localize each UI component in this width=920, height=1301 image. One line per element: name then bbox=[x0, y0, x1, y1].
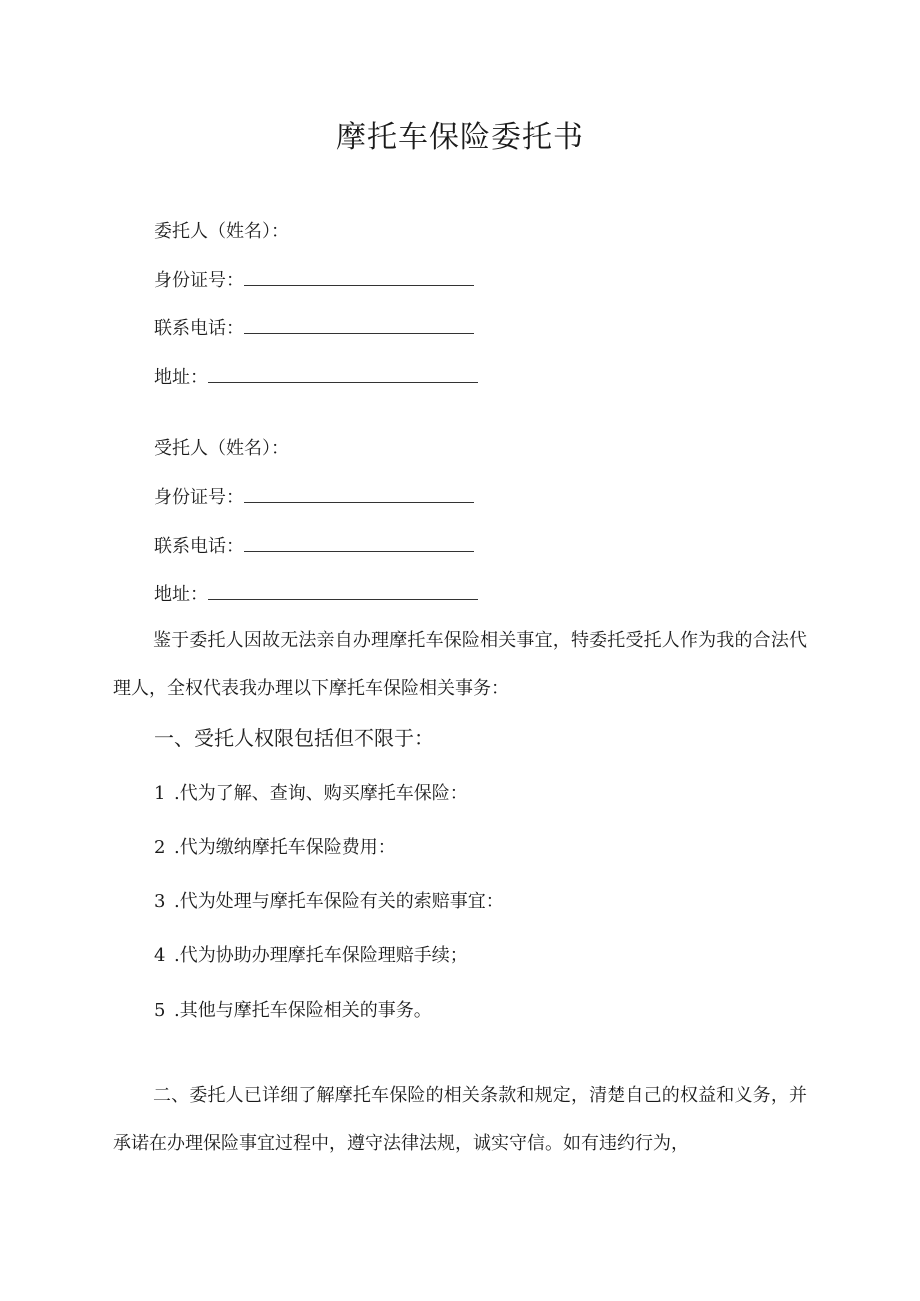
principal-phone-field bbox=[154, 315, 474, 342]
list-item bbox=[154, 781, 468, 807]
list-item bbox=[154, 889, 504, 915]
section2-paragraph: 二、委托人已详细了解摩托车保险的相关条款和规定，清楚自己的权益和义务，并承诺在办理保险事宜过程中，遵守法律法规，诚实守信。如有违约行为， bbox=[113, 1085, 807, 1154]
principal-id-label: 身份证号： bbox=[154, 270, 244, 291]
document-title: 摩托车保险委托书 bbox=[336, 120, 584, 155]
list-item-text: .代为缴纳摩托车保险费用： bbox=[174, 837, 396, 858]
principal-address-label: 地址： bbox=[154, 367, 208, 388]
principal-address-blank bbox=[208, 364, 478, 383]
list-item bbox=[154, 835, 396, 861]
agent-phone-field bbox=[154, 533, 474, 560]
principal-id-blank bbox=[244, 267, 474, 286]
list-item-text: .代为协助办理摩托车保险理赔手续； bbox=[174, 945, 468, 966]
list-item-text: .其他与摩托车保险相关的事务。 bbox=[174, 1000, 432, 1021]
list-item bbox=[154, 998, 432, 1024]
agent-address-label: 地址： bbox=[154, 584, 208, 605]
intro-paragraph: 鉴于委托人因故无法亲自办理摩托车保险相关事宜，特委托受托人作为我的合法代理人，全权代表我办理以下摩托车保险相关事务： bbox=[113, 630, 807, 699]
list-item bbox=[154, 943, 468, 969]
principal-id-field bbox=[154, 267, 474, 294]
agent-phone-label: 联系电话： bbox=[154, 536, 244, 557]
agent-phone-blank bbox=[244, 533, 474, 552]
agent-id-label: 身份证号： bbox=[154, 487, 244, 508]
principal-phone-label: 联系电话： bbox=[154, 318, 244, 339]
list-item-number: 3 bbox=[154, 891, 166, 912]
list-item-number: 4 bbox=[154, 945, 166, 966]
agent-id-blank bbox=[244, 484, 474, 503]
agent-address-field bbox=[154, 581, 478, 608]
agent-id-field bbox=[154, 484, 474, 511]
list-item-text: .代为处理与摩托车保险有关的索赔事宜： bbox=[174, 891, 504, 912]
agent-name-label: 受托人（姓名）： bbox=[154, 438, 289, 459]
section1-heading: 一、受托人权限包括但不限于： bbox=[154, 726, 434, 750]
list-item-text: .代为了解、查询、购买摩托车保险： bbox=[174, 783, 468, 804]
list-item-number: 1 bbox=[154, 783, 166, 804]
agent-address-blank bbox=[208, 581, 478, 600]
list-item-number: 2 bbox=[154, 837, 166, 858]
list-item-number: 5 bbox=[154, 1000, 166, 1021]
principal-name-label: 委托人（姓名）： bbox=[154, 221, 289, 242]
principal-phone-blank bbox=[244, 315, 474, 334]
principal-address-field bbox=[154, 364, 478, 391]
